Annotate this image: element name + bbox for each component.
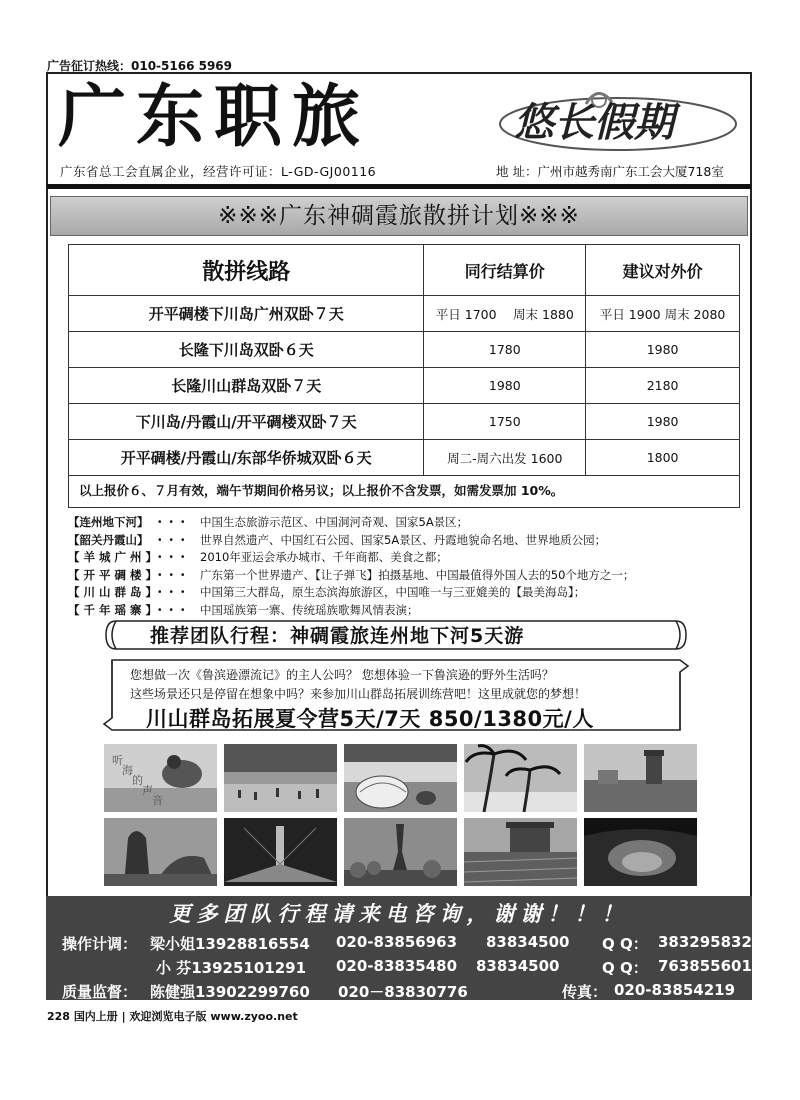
table-header-row <box>69 245 740 296</box>
attraction-name: 【韶关丹霞山】 <box>68 532 149 547</box>
list-item <box>68 514 748 532</box>
list-item <box>68 567 748 585</box>
attraction-desc: 中国生态旅游示范区、中国洞河奇观、国家5A景区； <box>200 515 469 529</box>
logo-text: 悠长假期 <box>514 99 674 146</box>
header-trade-price: 同行结算价 <box>424 245 586 296</box>
attraction-desc: 广东第一个世界遗产、【让子弹飞】拍摄基地、中国最值得外国人去的50个地方之一； <box>200 567 635 582</box>
header-retail-price: 建议对外价 <box>586 245 740 296</box>
fax-number: 020-83854219 <box>614 981 736 999</box>
retail-price-cell: 1800 <box>586 440 740 476</box>
attractions-list <box>68 514 748 619</box>
photo-caption-char: 听 <box>112 754 123 767</box>
ops-label: 操作计调： <box>62 935 138 953</box>
route-cell: 长隆川山群岛双卧７天 <box>69 368 424 404</box>
list-item <box>68 549 748 567</box>
route-cell: 长隆下川岛双卧６天 <box>69 332 424 368</box>
holiday-logo <box>490 80 740 158</box>
attraction-name: 【 千 年 瑶 寨 】 <box>68 602 158 617</box>
beach-crowd-photo <box>224 744 337 812</box>
attraction-name: 【连州地下河】 <box>68 515 149 529</box>
attraction-desc: 中国瑶族第一寨、传统瑶族歌舞风情表演； <box>200 602 419 617</box>
route-cell: 开平碉楼/丹霞山/东部华侨城双卧６天 <box>69 440 424 476</box>
attraction-name: 【 川 山 群 岛 】 <box>68 585 158 599</box>
retail-price-cell: 1980 <box>586 404 740 440</box>
attraction-dots: ・・・ <box>154 602 189 617</box>
attraction-name: 【 开 平 碉 楼 】 <box>68 567 158 582</box>
qq-1: 383295832 <box>658 933 752 951</box>
retail-price-cell: 平日 1900 周末 2080 <box>586 296 740 332</box>
night-tower-photo <box>224 818 337 886</box>
contact-person-2: 小 芬13925101291 <box>156 959 307 977</box>
price-table <box>68 244 740 476</box>
danxia-rock-photo <box>104 818 217 886</box>
diaolou-village-photo <box>464 818 577 886</box>
plan-banner: ※※※广东神碉霞旅散拼计划※※※ <box>50 196 748 236</box>
photo-caption-char: 的 <box>132 774 143 787</box>
footer-tagline: 欢迎浏览电子版 <box>129 1010 207 1023</box>
attraction-dots: ・・・ <box>154 550 189 564</box>
footer-url[interactable]: www.zyoo.net <box>210 1010 298 1023</box>
cave-photo <box>584 818 697 886</box>
watchtower-photo <box>584 744 697 812</box>
section-name: 国内上册 <box>73 1010 118 1023</box>
fax-label: 传真： <box>562 983 608 1001</box>
promo-line-1: 您想做一次《鲁滨逊漂流记》的主人公吗？ 您想体验一下鲁滨逊的野外生活吗？ <box>130 668 554 682</box>
qq-label-1: Q Q： <box>602 935 648 953</box>
attraction-desc: 中国第三大群岛，原生态滨海旅游区，中国唯一与三亚媲美的【最美海岛】； <box>200 585 586 599</box>
contact-tel-1b: 83834500 <box>486 933 570 951</box>
contact-tel-2: 020-83835480 <box>336 957 458 975</box>
company-address: 地 址：广州市越秀南广东工会大厦718室 <box>496 164 724 179</box>
table-row <box>69 440 740 476</box>
contact-tel-2b: 83834500 <box>476 957 560 975</box>
recommend-title: 推荐团队行程：神碉霞旅连州地下河5天游 <box>150 625 525 647</box>
qq-label-2: Q Q： <box>602 959 648 977</box>
table-row <box>69 404 740 440</box>
photo-caption-char: 声 <box>142 784 153 797</box>
attraction-dots: ・・・ <box>154 585 189 599</box>
trade-price-cell: 1750 <box>424 404 586 440</box>
contact-panel <box>46 896 752 1000</box>
list-item <box>68 532 748 550</box>
table-row <box>69 368 740 404</box>
photo-caption-char: 音 <box>152 794 163 807</box>
qq-2: 763855601 <box>658 957 752 975</box>
trade-price-cell: 平日 1700 周末 1880 <box>424 296 586 332</box>
route-cell: 开平碉楼下川岛广州双卧７天 <box>69 296 424 332</box>
table-row <box>69 296 740 332</box>
table-row <box>69 332 740 368</box>
company-info: 广东省总工会直属企业，经营许可证：L-GD-GJ00116 <box>60 164 377 179</box>
header-divider <box>47 184 751 189</box>
page-footer <box>47 1008 298 1024</box>
page-number: 228 <box>47 1010 70 1023</box>
attraction-dots: ・・・ <box>154 567 189 582</box>
attraction-desc: 2010年亚运会承办城市、千年商都、美食之都； <box>200 550 448 564</box>
header-route: 散拼线路 <box>69 245 424 296</box>
retail-price-cell: 1980 <box>586 332 740 368</box>
brand-title: 广东职旅 <box>58 78 371 157</box>
trade-price-cell: 周二-周六出发 1600 <box>424 440 586 476</box>
attraction-name: 【 羊 城 广 州 】 <box>68 550 158 564</box>
seashell-photo <box>344 744 457 812</box>
trade-price-cell: 1780 <box>424 332 586 368</box>
contact-tel-3: 020－83830776 <box>338 983 468 1001</box>
contact-person-1: 梁小姐13928816554 <box>150 935 310 953</box>
photo-caption-char: 海 <box>122 764 133 777</box>
canton-tower-photo <box>344 818 457 886</box>
attraction-dots: ・・・ <box>154 515 189 529</box>
attraction-desc: 世界自然遗产、中国红石公园、国家5A景区、丹霞地貌命名地、世界地质公园； <box>200 532 607 547</box>
trade-price-cell: 1980 <box>424 368 586 404</box>
contact-person-3: 陈健强13902299760 <box>150 983 310 1001</box>
promo-headline: 川山群岛拓展夏令营5天/7天 850/1380元/人 <box>146 707 594 731</box>
footer-separator: | <box>121 1010 126 1023</box>
price-note: 以上报价６、７月有效，端午节期间价格另议；以上报价不含发票，如需发票加 10%。 <box>68 476 740 508</box>
palm-trees-photo <box>464 744 577 812</box>
route-cell: 下川岛/丹霞山/开平碉楼双卧７天 <box>69 404 424 440</box>
contact-tel-1: 020-83856963 <box>336 933 458 951</box>
supervisor-label: 质量监督： <box>62 983 138 1001</box>
list-item <box>68 584 748 602</box>
attraction-dots: ・・・ <box>154 532 189 547</box>
contact-cta: 更多团队行程请来电咨询，谢谢！！！ <box>169 902 629 926</box>
couple-beach-photo <box>104 744 217 812</box>
retail-price-cell: 2180 <box>586 368 740 404</box>
ad-hotline: 广告征订热线：010-5166 5969 <box>47 59 233 73</box>
promo-line-2: 这些场景还只是停留在想象中吗？来参加川山群岛拓展训练营吧！这里成就您的梦想！ <box>130 687 587 701</box>
